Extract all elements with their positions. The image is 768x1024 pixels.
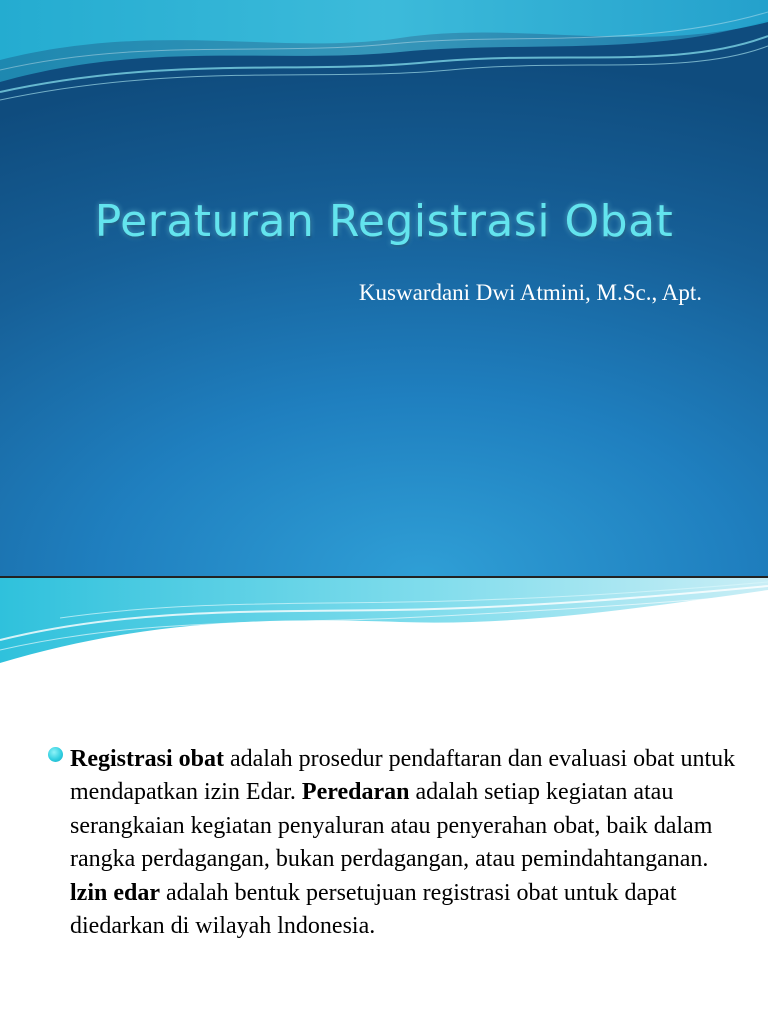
definition-paragraph [70, 743, 740, 943]
definition-text: adalah prosedur pendaftaran dan evaluasi obat untuk mendapatkan izin Edar. [70, 746, 736, 806]
slide-title: Peraturan Registrasi Obat [94, 196, 674, 247]
term-heading: Registrasi obat [70, 746, 224, 772]
decorative-wave-header [0, 578, 768, 668]
slide-subtitle: Kuswardani Dwi Atmini, M.Sc., Apt. [358, 280, 702, 305]
bullet-icon [48, 747, 63, 762]
definition-text: adalah bentuk persetujuan registrasi obat untuk dapat diedarkan di wilayah lndonesia. [70, 879, 677, 940]
decorative-wave-header [0, 0, 768, 120]
term-heading: Peredaran [301, 779, 410, 806]
term-heading: lzin edar [70, 879, 160, 906]
definition-text: adalah setiap kegiatan atau serangkaian kegiatan penyaluran atau penyerahan obat, baik dalam rangka perdagangan, bukan perdagangan, atau pemindahtanganan. [70, 779, 713, 873]
